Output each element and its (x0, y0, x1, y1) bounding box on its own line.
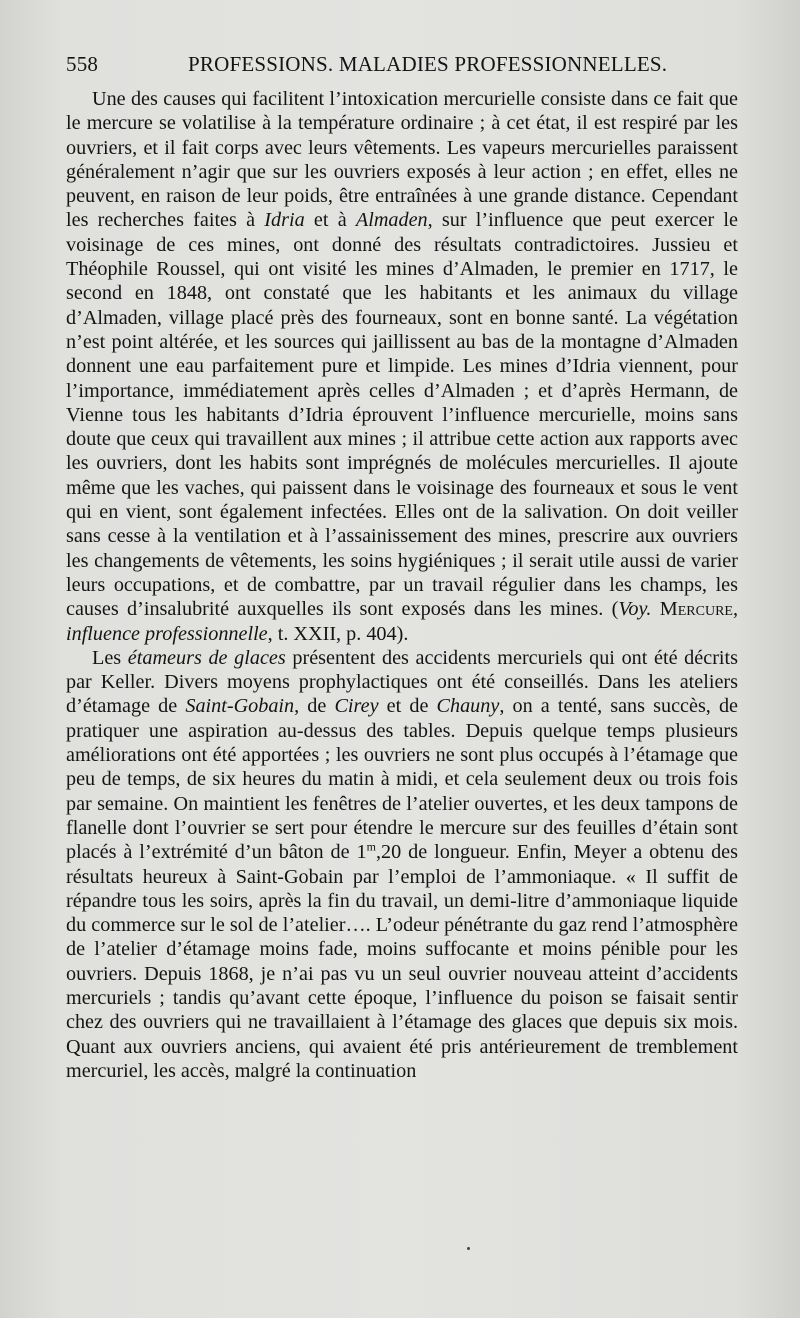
text-run: et de (378, 695, 437, 718)
place-name-saint-gobain: Saint-Gobain (185, 695, 295, 718)
text-run: , t. XXII, p. 404). (267, 622, 409, 645)
place-name-idria: Idria (264, 209, 305, 232)
text-run: , (732, 598, 739, 621)
paragraph-mercury-volatility (66, 87, 738, 646)
running-title: PROFESSIONS. MALADIES PROFESSIONNELLES. (188, 52, 668, 76)
text-run: présentent des accidents mercuriels qui ont été décrits par Keller. Divers moyens prophylactiques ont été conseillés. Dans les ateliers d’étamage de (66, 646, 738, 718)
text-run: Une des causes qui facilitent l’intoxication mercurielle consiste dans ce fait que le mercure se volatilise à la température ordinaire ; à cet état, il est respiré par les ouvriers, et il fait corps avec leurs vêtements. Les vapeurs mercurielles paraissent généralement n’agir que sur les ouvriers exposés à leur action ; en effet, elles ne peuvent, en raison de leur poids, être entraînées à une grande distance. Cependant les recherches faites à (66, 88, 738, 232)
print-speck (467, 1247, 470, 1250)
unit-superscript: m (366, 839, 376, 854)
place-name-almaden: Almaden (355, 209, 428, 232)
text-run: , de (294, 695, 335, 718)
reference-voy: Voy. (618, 598, 652, 621)
text-run: et à (304, 209, 356, 232)
text-run: Les (92, 646, 128, 669)
paragraph-mirror-tinners (66, 646, 738, 1083)
body-text (66, 87, 738, 1083)
text-run: , sur l’influence que peut exercer le voisinage de ces mines, ont donné des résultats contradictoires. Jussieu et Théophile Roussel, qui ont visité les mines d’Almaden, le premier en 1717, le second en 1848, ont constaté que les habitants et les animaux du village d’Almaden, village placé près des fourneaux, sont en bonne santé. La végétation n’est point altérée, et les sources qui jaillissent au bas de la montagne d’Almaden donnent une eau parfaitement pure et limpide. Les mines d’Idria viennent, pour l’importance, immédiatement après celles d’Almaden ; et d’après Hermann, de Vienne tous les habitants d’Idria éprouvent l’influence mercurielle, moins sans doute que ceux qui travaillent aux mines ; il attribue cette action aux rapports avec les ouvriers, dont les habits sont imprégnés de molécules mercurielles. Il ajoute même que les vaches, qui paissent dans le voisinage des fourneaux et sous le vent qui en vient, sont également infectées. Elles ont de la salivation. On doit veiller sans cesse à la ventilation et à l’assainissement des mines, prescrire aux ouvriers les changements de vêtements, les soins hygiéniques ; il serait utile aussi de varier leurs occupations, et de combattre, par un travail régulier dans les champs, les causes d’insalubrité auxquelles ils sont exposés dans les mines. ( (66, 209, 738, 621)
text-run: ,20 de longueur. Enfin, Meyer a obtenu des résultats heureux à Saint-Gobain par l’emploi de l’ammoniaque. « Il suffit de répandre tous les soirs, après la fin du travail, un demi-litre d’ammoniaque liquide du commerce sur le sol de l’atelier…. L’odeur pénétrante du gaz rend l’atmosphère de l’atelier d’étamage moins fade, moins suffocante et moins pénible pour les ouvriers. Depuis 1868, je n’ai pas vu un seul ouvrier nouveau atteint d’accidents mercuriels ; tandis qu’avant cette époque, l’influence du poison se faisait sentir chez des ouvriers qui ne travaillaient à l’étamage des glaces que depuis six mois. Quant aux ouvriers anciens, qui avaient été pris antérieurement de tremblement mercuriel, les accès, malgré la continuation (66, 841, 738, 1082)
page-header (66, 52, 736, 82)
text-run: , on a tenté, sans succès, de pratiquer une aspiration au-dessus des tables. Depuis quelque temps plusieurs améliorations ont été apportées ; les ouvriers ne sont plus occupés à l’étamage que peu de temps, de six heures du matin à midi, et cela seulement deux ou trois fois par semaine. On maintient les fenêtres de l’atelier ouvertes, et les deux tampons de flanelle dont l’ouvrier se sert pour étendre le mercure sur des feuilles d’étain sont placés à l’extrémité d’un bâton de 1 (66, 695, 739, 864)
place-name-chauny: Chauny (436, 695, 500, 718)
term-etameurs-de-glaces: étameurs de glaces (127, 646, 286, 669)
place-name-cirey: Cirey (334, 695, 379, 718)
text-run (651, 598, 659, 620)
reference-mercure: Mercure (659, 598, 733, 621)
page-number: 558 (66, 52, 99, 76)
reference-title: influence professionnelle (66, 622, 268, 645)
